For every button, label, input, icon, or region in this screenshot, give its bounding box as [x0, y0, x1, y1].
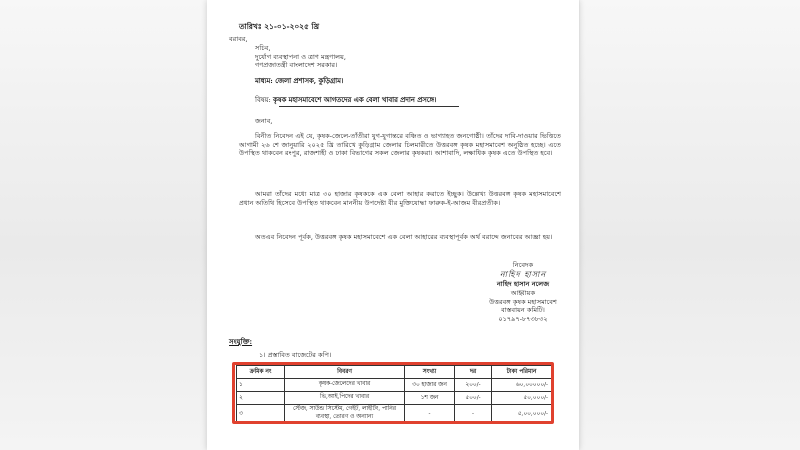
subject-underline [279, 106, 459, 107]
cell-rate: ২০০/- [455, 379, 492, 392]
signature-block [475, 261, 571, 324]
cell-serial: ১ [237, 379, 285, 392]
cell-rate: ৫০০/- [455, 392, 492, 405]
through-line: মাধ্যম: জেলা প্রশাসক, কুড়িগ্রাম। [255, 77, 344, 85]
subject-label: বিষয়: [255, 96, 271, 104]
signer-body: বাস্তবায়ন কমিটি। [501, 306, 545, 315]
salutation: জনাব, [255, 117, 273, 125]
to-label: বরাবর, [229, 35, 248, 43]
cell-serial: ৩ [237, 405, 285, 423]
header-rate: দর [455, 366, 492, 379]
cell-amount: ৬০,০০০০০/- [492, 379, 552, 392]
background-left [0, 0, 210, 450]
cell-description: ভি,আই,পিদের খাবার [285, 392, 405, 405]
body-paragraph: বিনীত নিবেদন এই যে, কৃষক-জেলে-তাঁতীরা যুগ-যুগান্তরে বঞ্চিত ও ভাগ্যাহত জনগোষ্ঠী। তাঁদের দাবি-দাওয়ার ভিত্তিতে আগামী ২৬ শে জানুয়ারি ২০২৫ খ্রি তারিখে কুড়িগ্রাম জেলার চিলমারীতে উত্তরবঙ্গ কৃষক মহাসমাবেশ অনুষ্ঠিত হচ্ছে। এতে উপস্থিত থাকবেন রংপুর, রাজশাহী ও ঢাকা বিভাগের সকল জেলার কৃষকরা। আশাবাদি, লক্ষাধিক কৃষক এতে উপস্থিত হবে। [239, 132, 561, 158]
recipient-line: দুর্যোগ ব্যবস্থাপনা ও ত্রাণ মন্ত্রণালয়, [255, 52, 347, 61]
subject-line [255, 96, 436, 105]
body-paragraph: আমরা তাঁদের মধ্যে মাত্র ৩০ হাজার কৃষককে এক বেলা আহার করাতে ইচ্ছুক। উল্লেখ্য উত্তরবঙ্গ কৃষক মহাসমাবেশে প্রধান অতিথি হিসেবে উপস্থিত থাকবেন মাননীয় উপদেষ্টা বীর মুক্তিযোদ্ধা ফারুক-ই-আজম বীরপ্রতীক। [239, 190, 561, 207]
cell-rate: - [455, 405, 492, 423]
recipient-block [255, 44, 346, 70]
table-highlight-frame [232, 362, 554, 424]
cell-quantity: ১শ জন [405, 392, 455, 405]
attachment-heading: সংযুক্তি: [229, 337, 253, 346]
recipient-line: সচিব, [255, 44, 271, 52]
subject-text: কৃষক মহাসমাবেশে আগতদের এক বেলা খাবার প্রদান প্রসঙ্গে। [272, 96, 437, 104]
background-right [580, 0, 800, 450]
header-quantity: সংখ্যা [405, 366, 455, 379]
closing-text: নিবেদক [512, 261, 534, 269]
header-description: বিবরণ [285, 366, 405, 379]
signer-org: উত্তরবঙ্গ কৃষক মহাসমাবেশ [489, 297, 557, 306]
cell-quantity: ৩০ হাজার জন [405, 379, 455, 392]
handwritten-signature: নাহিদ হাসান [499, 269, 547, 279]
body-paragraph: অতএব নিবেদন পূর্বক, উত্তরবঙ্গ কৃষক মহাসমাবেশে এক বেলা আহারের ব্যবস্থাপূর্বক অর্থ বরাদ্দে জনাবের আজ্ঞা হয়। [255, 233, 553, 241]
recipient-line: গণপ্রজাতন্ত্রী বাংলাদেশ সরকার। [255, 61, 338, 70]
cell-serial: ২ [237, 392, 285, 405]
cell-quantity: - [405, 405, 455, 423]
header-serial: ক্রমিক নং [237, 366, 285, 379]
header-amount: টাকা পরিমান [492, 366, 552, 379]
signer-phone: ০১৭৯৭-৮৭৩৮৩২ [498, 315, 548, 324]
cell-amount: ৫০,০০০/- [492, 392, 552, 405]
cell-amount: ৫,০০,০০০/- [492, 405, 552, 423]
cell-description: কৃষক-জেলেদের খাবার [285, 379, 405, 392]
letter-date: তারিখঃ ২১-০১-২০২৫ খ্রি [239, 22, 319, 31]
cell-description: স্টেজ, সাউন্ড সিস্টেম, গেইট, লাইটিং, পানির ব্যবস্থা, তোরণ ও অন্যান্য [285, 405, 405, 423]
signer-name: নাহিদ হাসান নলেজ [496, 280, 550, 289]
signer-title: আহ্বায়ক [510, 288, 536, 297]
attachment-item: ১। প্রস্তাবিত বাজেটের কপি। [259, 351, 332, 359]
